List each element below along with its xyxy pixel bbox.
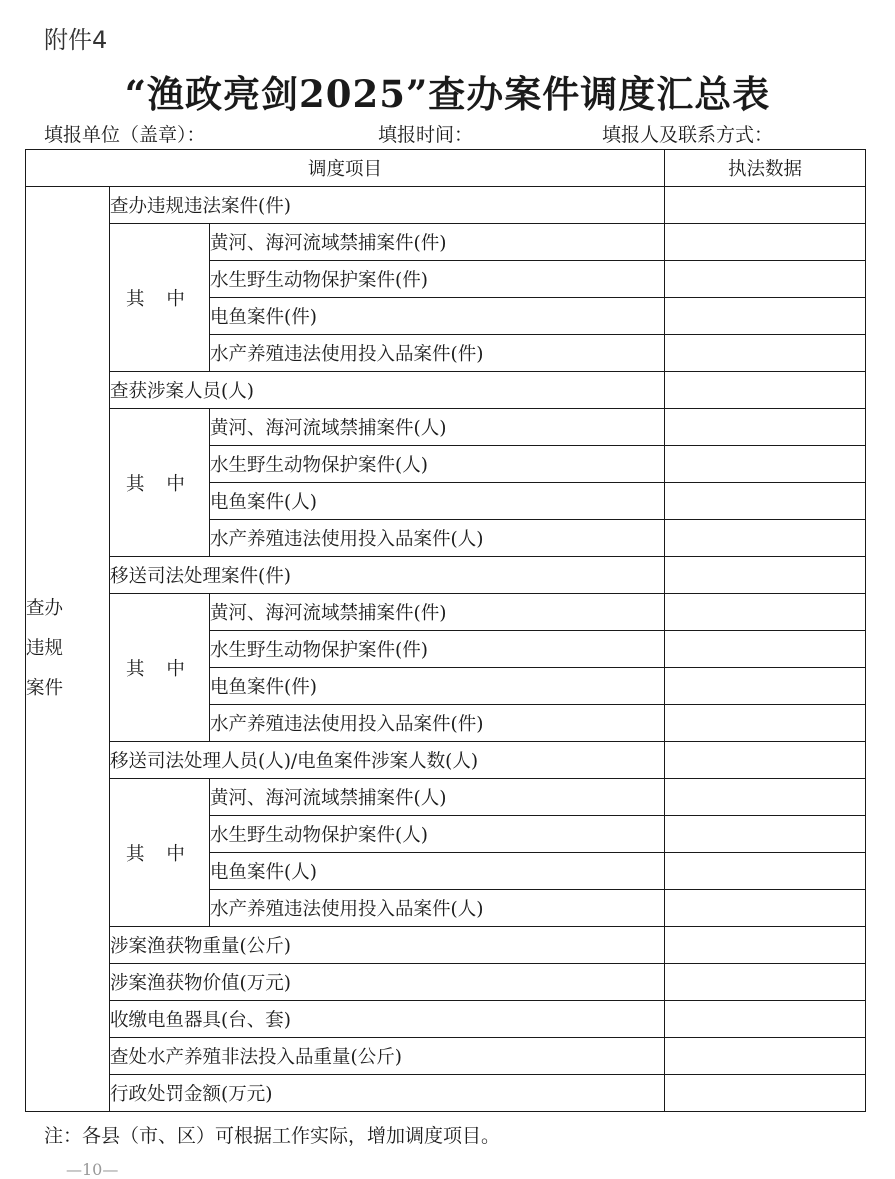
table-row [26,742,866,779]
header-data: 执法数据 [665,150,866,187]
data-input-cell[interactable] [665,890,866,927]
extra-item: 行政处罚金额(万元) [110,1075,665,1112]
qizhong-label: 其 中 [110,594,210,742]
data-input-cell[interactable] [665,705,866,742]
data-input-cell[interactable] [665,298,866,335]
group-title: 移送司法处理人员(人)/电鱼案件涉案人数(人) [110,742,665,779]
sub-item: 电鱼案件(人) [210,853,665,890]
data-input-cell[interactable] [665,187,866,224]
data-input-cell[interactable] [665,668,866,705]
sub-item: 水产养殖违法使用投入品案件(件) [210,335,665,372]
header-item: 调度项目 [26,150,665,187]
sub-item: 水生野生动物保护案件(件) [210,631,665,668]
data-input-cell[interactable] [665,1075,866,1112]
sub-item: 黄河、海河流域禁捕案件(件) [210,594,665,631]
data-input-cell[interactable] [665,483,866,520]
data-input-cell[interactable] [665,224,866,261]
sub-item: 电鱼案件(件) [210,668,665,705]
qizhong-label: 其 中 [110,409,210,557]
dispatch-summary-table [25,149,866,1112]
data-input-cell[interactable] [665,742,866,779]
sub-item: 水生野生动物保护案件(件) [210,261,665,298]
category-line: 查办 [26,598,64,619]
extra-item: 涉案渔获物重量(公斤) [110,927,665,964]
data-input-cell[interactable] [665,446,866,483]
table-row [26,224,866,261]
data-input-cell[interactable] [665,335,866,372]
fill-contact-label: 填报人及联系方式： [602,124,774,146]
table-header-row [26,150,866,187]
sub-item: 水产养殖违法使用投入品案件(件) [210,705,665,742]
data-input-cell[interactable] [665,964,866,1001]
data-input-cell[interactable] [665,853,866,890]
extra-item: 涉案渔获物价值(万元) [110,964,665,1001]
data-input-cell[interactable] [665,927,866,964]
category-line: 案件 [26,678,64,699]
qizhong-label: 其 中 [110,224,210,372]
data-input-cell[interactable] [665,520,866,557]
table-row [26,927,866,964]
page-number: —10— [66,1160,119,1179]
data-input-cell[interactable] [665,631,866,668]
group-title: 查办违规违法案件(件) [110,187,665,224]
data-input-cell[interactable] [665,261,866,298]
table-row [26,409,866,446]
fill-time-label: 填报时间： [378,124,474,146]
group-title: 移送司法处理案件(件) [110,557,665,594]
table-row [26,187,866,224]
sub-item: 水生野生动物保护案件(人) [210,446,665,483]
table-row [26,964,866,1001]
sub-item: 黄河、海河流域禁捕案件(件) [210,224,665,261]
data-input-cell[interactable] [665,372,866,409]
attachment-label: 附件4 [44,26,108,54]
sub-item: 电鱼案件(人) [210,483,665,520]
category-cell [26,187,110,1112]
table-row [26,1038,866,1075]
category-line: 违规 [26,638,64,659]
sub-item: 黄河、海河流域禁捕案件(人) [210,779,665,816]
page-title: “渔政亮剑2025”查办案件调度汇总表 [124,72,771,116]
table-row [26,779,866,816]
sub-item: 黄河、海河流域禁捕案件(人) [210,409,665,446]
footnote: 注：各县（市、区）可根据工作实际，增加调度项目。 [44,1125,501,1147]
data-input-cell[interactable] [665,816,866,853]
sub-item: 水产养殖违法使用投入品案件(人) [210,890,665,927]
sub-item: 水产养殖违法使用投入品案件(人) [210,520,665,557]
group-title: 查获涉案人员(人) [110,372,665,409]
data-input-cell[interactable] [665,1001,866,1038]
extra-item: 收缴电鱼器具(台、套) [110,1001,665,1038]
table-row [26,1075,866,1112]
data-input-cell[interactable] [665,779,866,816]
sub-item: 电鱼案件(件) [210,298,665,335]
fill-unit-label: 填报单位（盖章）： [44,124,206,146]
data-input-cell[interactable] [665,1038,866,1075]
table-row [26,372,866,409]
table-row [26,594,866,631]
data-input-cell[interactable] [665,409,866,446]
data-input-cell[interactable] [665,594,866,631]
table-row [26,1001,866,1038]
table-row [26,557,866,594]
data-input-cell[interactable] [665,557,866,594]
sub-item: 水生野生动物保护案件(人) [210,816,665,853]
extra-item: 查处水产养殖非法投入品重量(公斤) [110,1038,665,1075]
qizhong-label: 其 中 [110,779,210,927]
